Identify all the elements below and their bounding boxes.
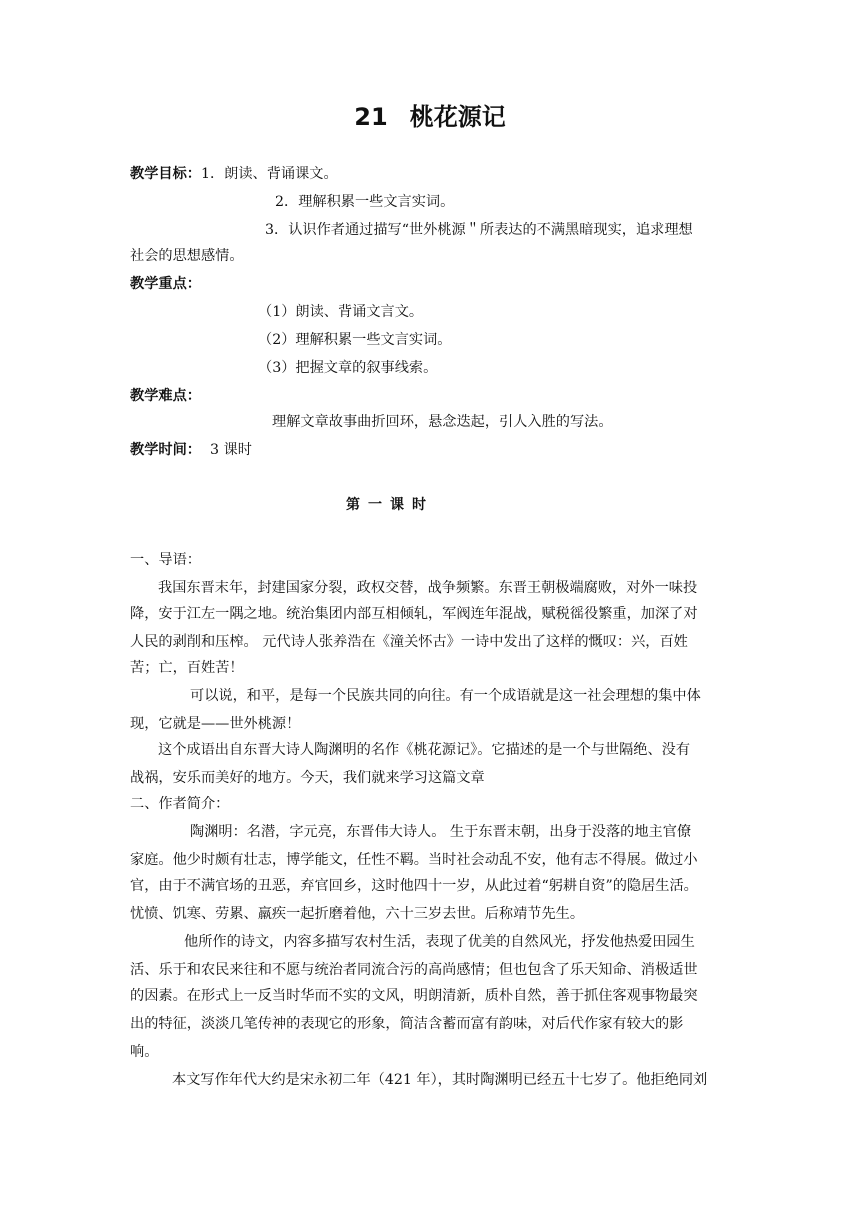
- paragraph-line: 战祸，安乐而美好的地方。今天，我们就来学习这篇文章: [130, 770, 485, 786]
- difficulty-text: 理解文章故事曲折回环，悬念迭起，引人入胜的写法。: [272, 414, 613, 430]
- lesson-title-text: 桃花源记: [409, 103, 506, 131]
- paragraph-line: 响。: [130, 1044, 159, 1060]
- time-line: [130, 440, 252, 460]
- section-heading-intro: 一、导语：: [130, 552, 201, 568]
- paragraph-line: 现，它就是——世外桃源！: [130, 716, 301, 732]
- lesson-number: 21: [354, 103, 388, 131]
- paragraph-line: 这个成语出自东晋大诗人陶渊明的名作《桃花源记》。它描述的是一个与世隔绝、没有: [158, 742, 691, 758]
- difficulty-label: 教学难点：: [130, 388, 201, 404]
- paragraph-line: 活、乐于和农民来往和不愿与统治者同流合污的高尚感情；但也包含了乐天知命、消极适世: [130, 962, 698, 978]
- objective-item: 社会的思想感情。: [130, 248, 244, 264]
- paragraph-line: 可以说，和平，是每一个民族共同的向往。有一个成语就是这一社会理想的集中体: [190, 688, 701, 704]
- paragraph-line: 的因素。在形式上一反当时华而不实的文风，明朗清新，质朴自然，善于抓住客观事物最突: [130, 988, 698, 1004]
- paragraph-line: 官，由于不满官场的丑恶，弃官回乡，这时他四十一岁，从此过着“躬耕自资”的隐居生活。: [130, 878, 698, 894]
- time-value: 3 课时: [209, 442, 252, 458]
- lesson-heading: 第一课时: [346, 497, 434, 513]
- paragraph-line: 他所作的诗文，内容多描写农村生活，表现了优美的自然风光，抒发他热爱田园生: [184, 934, 695, 950]
- key-point-item: （1）朗读、背诵文言文。: [258, 304, 424, 320]
- key-point-item: （3）把握文章的叙事线索。: [258, 360, 438, 376]
- document-title: [0, 100, 860, 134]
- objectives-label: 教学目标：: [130, 166, 201, 182]
- key-point-item: （2）理解积累一些文言实词。: [258, 332, 452, 348]
- paragraph-line: 苦；亡，百姓苦！: [130, 660, 244, 676]
- paragraph-line: 人民的剥削和压榨。 元代诗人张养浩在《潼关怀古》一诗中发出了这样的慨叹：兴，百姓: [130, 634, 688, 650]
- paragraph-line: 出的特征，淡淡几笔传神的表现它的形象，简洁含蓄而富有韵味，对后代作家有较大的影: [130, 1016, 684, 1032]
- time-label: 教学时间：: [130, 442, 201, 458]
- section-heading-author: 二、作者简介：: [130, 796, 230, 812]
- paragraph-line: 家庭。他少时颇有壮志，博学能文，任性不羁。当时社会动乱不安，他有志不得展。做过小: [130, 852, 698, 868]
- paragraph-line: 我国东晋末年，封建国家分裂，政权交替，战争频繁。东晋王朝极端腐败，对外一味投: [158, 580, 698, 596]
- objective-item: 2．理解积累一些文言实词。: [275, 194, 455, 210]
- objectives-line-1: [130, 164, 338, 184]
- paragraph-line: 忧愤、饥寒、劳累、羸疾一起折磨着他，六十三岁去世。后称靖节先生。: [130, 906, 585, 922]
- objective-item: 1．朗读、背诵课文。: [200, 166, 338, 182]
- key-points-label: 教学重点：: [130, 276, 201, 292]
- paragraph-line: 降，安于江左一隅之地。统治集团内部互相倾轧，军阀连年混战，赋税徭役繁重，加深了对: [130, 606, 698, 622]
- objective-item: 3．认识作者通过描写“世外桃源＂所表达的不满黑暗现实，追求理想: [265, 222, 693, 238]
- paragraph-line: 陶渊明：名潜，字元亮，东晋伟大诗人。 生于东晋末朝，出身于没落的地主官僚: [190, 824, 692, 840]
- paragraph-line: 本文写作年代大约是宋永初二年（421 年），其时陶渊明已经五十七岁了。他拒绝同刘: [172, 1072, 708, 1088]
